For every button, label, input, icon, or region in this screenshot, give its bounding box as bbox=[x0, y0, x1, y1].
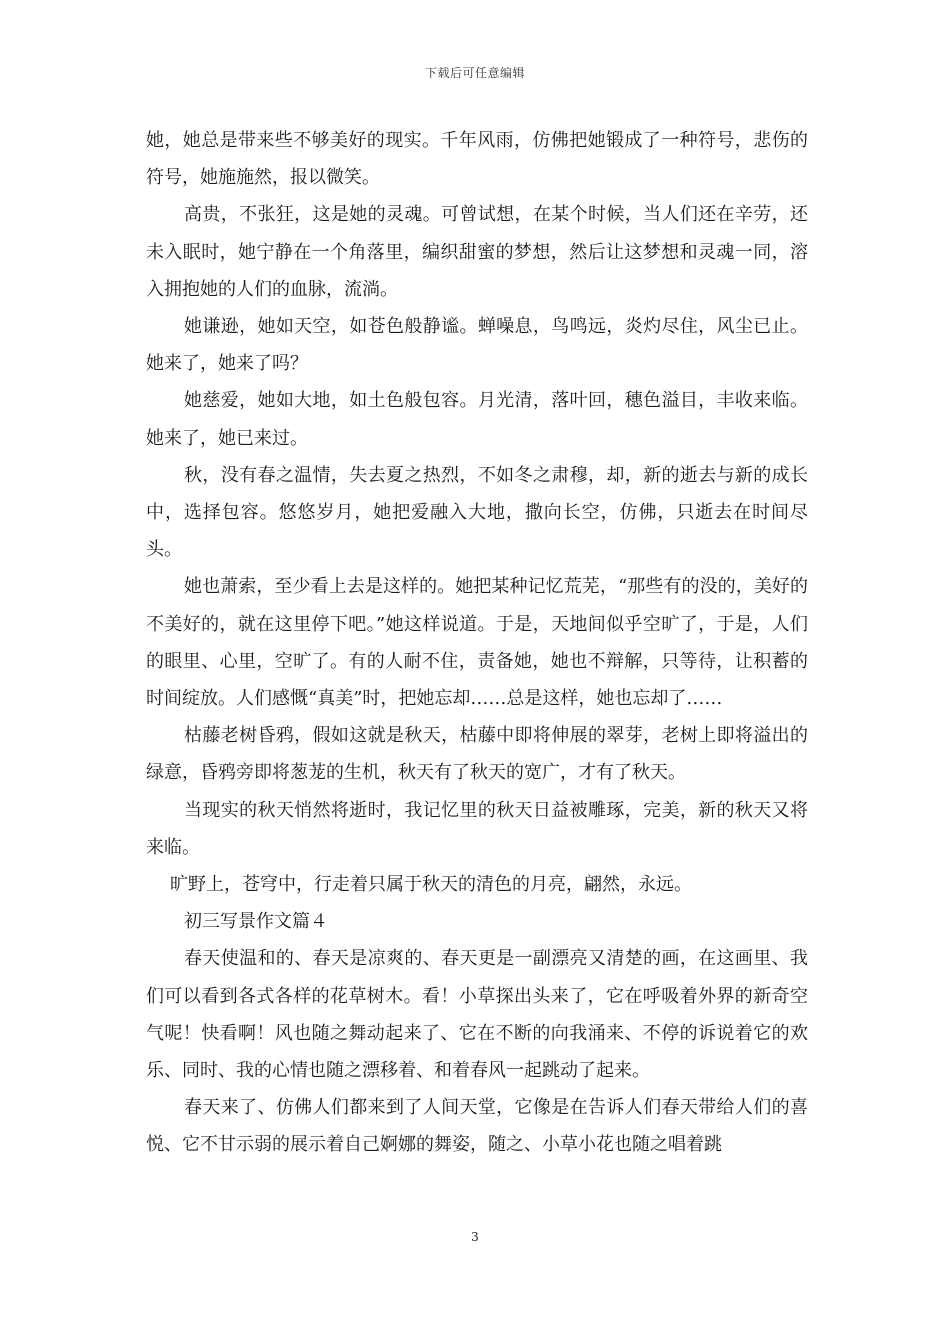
page-number: 3 bbox=[471, 1230, 479, 1244]
paragraph: 高贵，不张狂，这是她的灵魂。可曾试想，在某个时候，当人们还在辛劳，还未入眠时，她宁静在一个角落里，编织甜蜜的梦想，然后让这梦想和灵魂一同，溶入拥抱她的人们的血脉，流淌。 bbox=[146, 204, 808, 300]
page-header: 下载后可任意编辑 bbox=[424, 66, 525, 80]
document-body bbox=[146, 122, 808, 1164]
paragraph: 当现实的秋天悄然将逝时，我记忆里的秋天日益被雕琢，完美，新的秋天又将来临。 bbox=[146, 799, 808, 858]
paragraph: 枯藤老树昏鸦，假如这就是秋天，枯藤中即将伸展的翠芽，老树上即将溢出的绿意，昏鸦旁即将葱茏的生机，秋天有了秋天的宽广，才有了秋天。 bbox=[146, 725, 808, 784]
paragraph: 旷野上，苍穹中，行走着只属于秋天的清色的月亮，翩然，永远。 bbox=[170, 874, 692, 896]
paragraph: 她慈爱，她如大地，如土色般包容。月光清，落叶回，穗色溢目，丰收来临。她来了，她已来过。 bbox=[146, 390, 808, 449]
paragraph: 她也萧索，至少看上去是这样的。她把某种记忆荒芜，“那些有的没的，美好的不美好的，就在这里停下吧。”她这样说道。于是，天地间似乎空旷了，于是，人们的眼里、心里，空旷了。有的人耐不住，责备她，她也不辩解，只等待，让积蓄的时间绽放。人们感慨“真美”时，把她忘却……总是这样，她也忘却了…… bbox=[146, 576, 808, 710]
section-heading: 初三写景作文篇４ bbox=[184, 911, 328, 933]
paragraph: 春天来了、仿佛人们都来到了人间天堂，它像是在告诉人们春天带给人们的喜悦、它不甘示弱的展示着自己婀娜的舞姿，随之、小草小花也随之唱着跳 bbox=[146, 1097, 808, 1156]
paragraph: 秋，没有春之温情，失去夏之热烈，不如冬之肃穆，却，新的逝去与新的成长中，选择包容。悠悠岁月，她把爱融入大地，撒向长空，仿佛，只逝去在时间尽头。 bbox=[146, 464, 808, 561]
paragraph: 她谦逊，她如天空，如苍色般静谧。蝉噪息，鸟鸣远，炎灼尽住，风尘已止。她来了，她来了吗？ bbox=[146, 316, 808, 375]
paragraph: 春天使温和的、春天是凉爽的、春天更是一副漂亮又清楚的画，在这画里、我们可以看到各式各样的花草树木。看！小草探出头来了，它在呼吸着外界的新奇空气呢！快看啊！风也随之舞动起来了、它在不断的向我涌来、不停的诉说着它的欢乐、同时、我的心情也随之漂移着、和着春风一起跳动了起来。 bbox=[146, 948, 808, 1082]
paragraph: 她，她总是带来些不够美好的现实。千年风雨，仿佛把她锻成了一种符号，悲伤的符号，她施施然，报以微笑。 bbox=[146, 130, 808, 189]
